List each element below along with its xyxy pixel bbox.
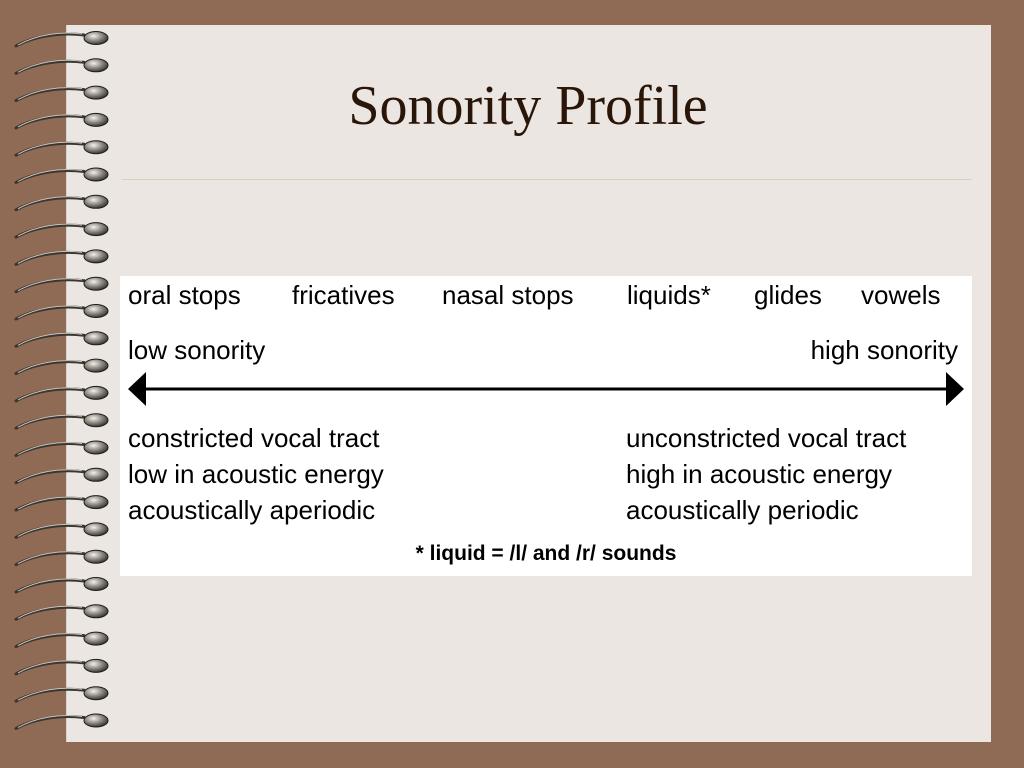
high-property-item: high in acoustic energy <box>626 459 892 489</box>
spiral-ring <box>16 414 108 429</box>
spiral-ring <box>16 223 108 238</box>
low-property-item: constricted vocal tract <box>128 423 380 453</box>
spiral-ring <box>16 550 108 565</box>
low-property-item: acoustically aperiodic <box>128 495 376 525</box>
category-liquids: liquids* <box>627 280 711 310</box>
spiral-ring <box>16 332 108 347</box>
liquid-footnote: * liquid = /l/ and /r/ sounds <box>415 542 677 565</box>
category-vowels: vowels <box>861 280 941 310</box>
spiral-ring <box>16 250 108 265</box>
category-fricatives: fricatives <box>292 280 395 310</box>
category-oral-stops: oral stops <box>128 280 241 310</box>
high-sonority-label: high sonority <box>810 335 958 365</box>
high-properties-list <box>626 420 906 528</box>
spiral-ring <box>16 32 108 47</box>
spiral-ring <box>16 659 108 674</box>
spiral-ring <box>16 59 108 74</box>
category-glides: glides <box>754 280 822 310</box>
high-property-item: acoustically periodic <box>626 495 859 525</box>
spiral-ring <box>16 714 108 729</box>
spiral-ring <box>16 632 108 647</box>
low-properties-list <box>128 420 384 528</box>
spiral-ring <box>16 386 108 401</box>
spiral-ring <box>16 195 108 210</box>
spiral-ring <box>16 141 108 156</box>
low-property-item: low in acoustic energy <box>128 459 384 489</box>
spiral-ring <box>16 605 108 620</box>
spiral-ring <box>16 578 108 593</box>
spiral-ring <box>16 168 108 183</box>
spiral-ring <box>16 687 108 702</box>
spiral-ring <box>16 359 108 374</box>
sonority-figure <box>120 276 972 576</box>
spiral-ring <box>16 468 108 483</box>
slide-title: Sonority Profile <box>348 75 708 137</box>
sonority-axis-arrow <box>128 372 964 406</box>
spiral-ring <box>16 441 108 456</box>
category-nasal-stops: nasal stops <box>442 280 574 310</box>
spiral-ring <box>16 496 108 511</box>
spiral-ring <box>16 277 108 292</box>
high-property-item: unconstricted vocal tract <box>626 423 907 453</box>
low-sonority-label: low sonority <box>128 335 266 365</box>
spiral-ring <box>16 523 108 538</box>
spiral-ring <box>16 305 108 320</box>
title-divider <box>122 179 972 180</box>
